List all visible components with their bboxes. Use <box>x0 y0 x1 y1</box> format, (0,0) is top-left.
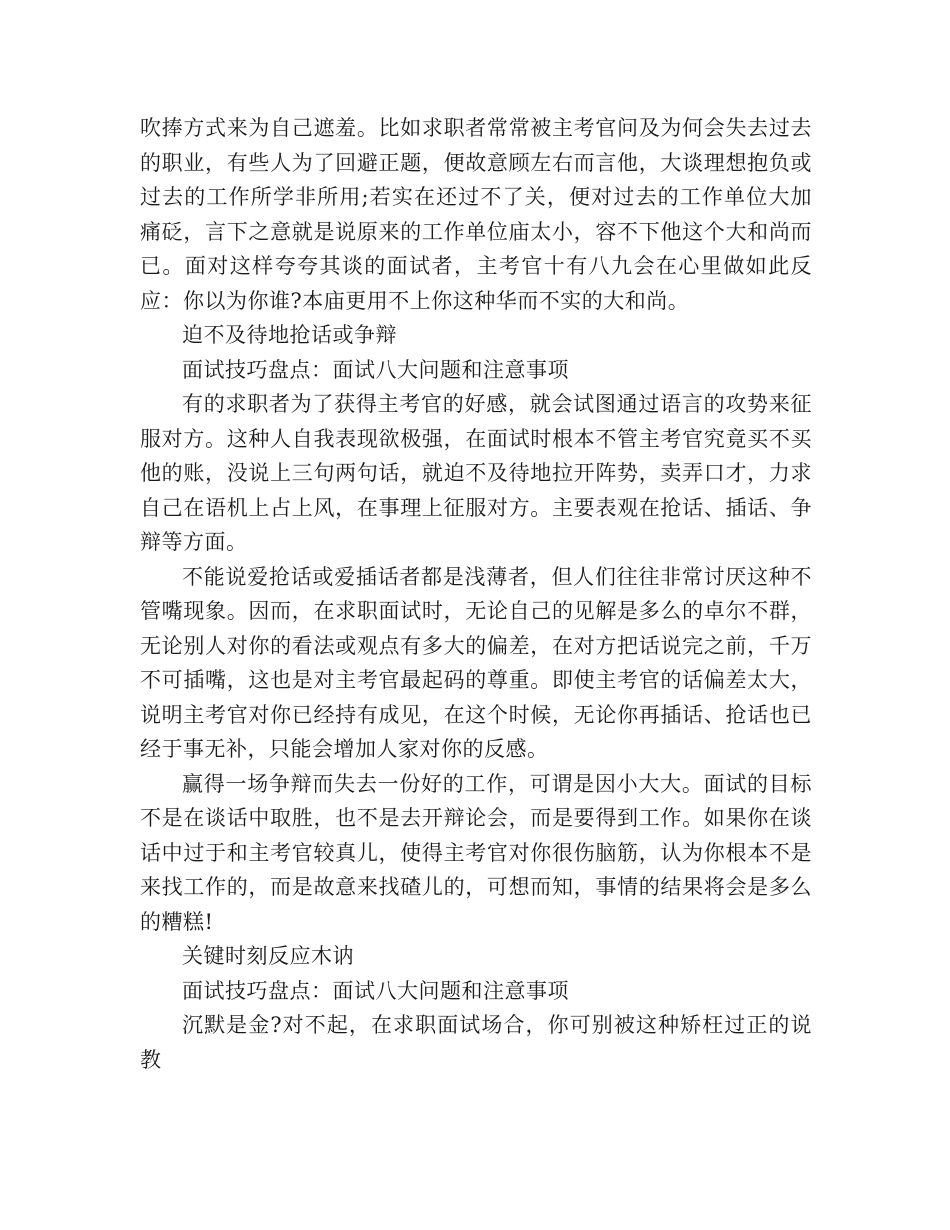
document-body <box>140 111 812 1077</box>
paragraph-body: 赢得一场争辩而失去一份好的工作，可谓是因小大大。面试的目标不是在谈话中取胜，也不是去开辩论会，而是要得到工作。如果你在谈话中过于和主考官较真儿，使得主考官对你很伤脑筋，认为你根本不是来找工作的，而是故意来找碴儿的，可想而知，事情的结果将会是多么的糟糕! <box>140 771 812 934</box>
paragraph-continuation: 吹捧方式来为自己遮羞。比如求职者常常被主考官问及为何会失去过去的职业，有些人为了回避正题，便故意顾左右而言他，大谈理想抱负或过去的工作所学非所用;若实在还过不了关，便对过去的工作单位大加痛砭，言下之意就是说原来的工作单位庙太小，容不下他这个大和尚而已。面对这样夸夸其谈的面试者，主考官十有八九会在心里做如此反应：你以为你谁?本庙更用不上你这种华而不实的大和尚。 <box>140 116 812 313</box>
article-reference-title: 面试技巧盘点：面试八大问题和注意事项 <box>182 357 569 382</box>
paragraph-body: 有的求职者为了获得主考官的好感，就会试图通过语言的攻势来征服对方。这种人自我表现欲极强，在面试时根本不管主考官究竟买不买他的账，没说上三句两句话，就迫不及待地拉开阵势，卖弄口才，力求自己在语机上占上风，在事理上征服对方。主要表观在抢话、插话、争辩等方面。 <box>140 392 812 554</box>
section-heading-slow-response: 关键时刻反应木讷 <box>182 944 354 968</box>
paragraph-body: 不能说爱抢话或爱插话者都是浅薄者，但人们往往非常讨厌这种不管嘴现象。因而，在求职面试时，无论自己的见解是多么的卓尔不群，无论别人对你的看法或观点有多大的偏差，在对方把话说完之前，千万不可插嘴，这也是对主考官最起码的尊重。即使主考官的话偏差太大，说明主考官对你已经持有成见，在这个时候，无论你再插话、抢话也已经于事无补，只能会增加人家对你的反感。 <box>140 564 812 761</box>
section-heading-interrupting: 迫不及待地抢话或争辩 <box>182 323 397 347</box>
article-reference-title: 面试技巧盘点：面试八大问题和注意事项 <box>182 978 569 1003</box>
paragraph-body: 沉默是金?对不起，在求职面试场合，你可别被这种矫枉过正的说教 <box>140 1013 812 1072</box>
